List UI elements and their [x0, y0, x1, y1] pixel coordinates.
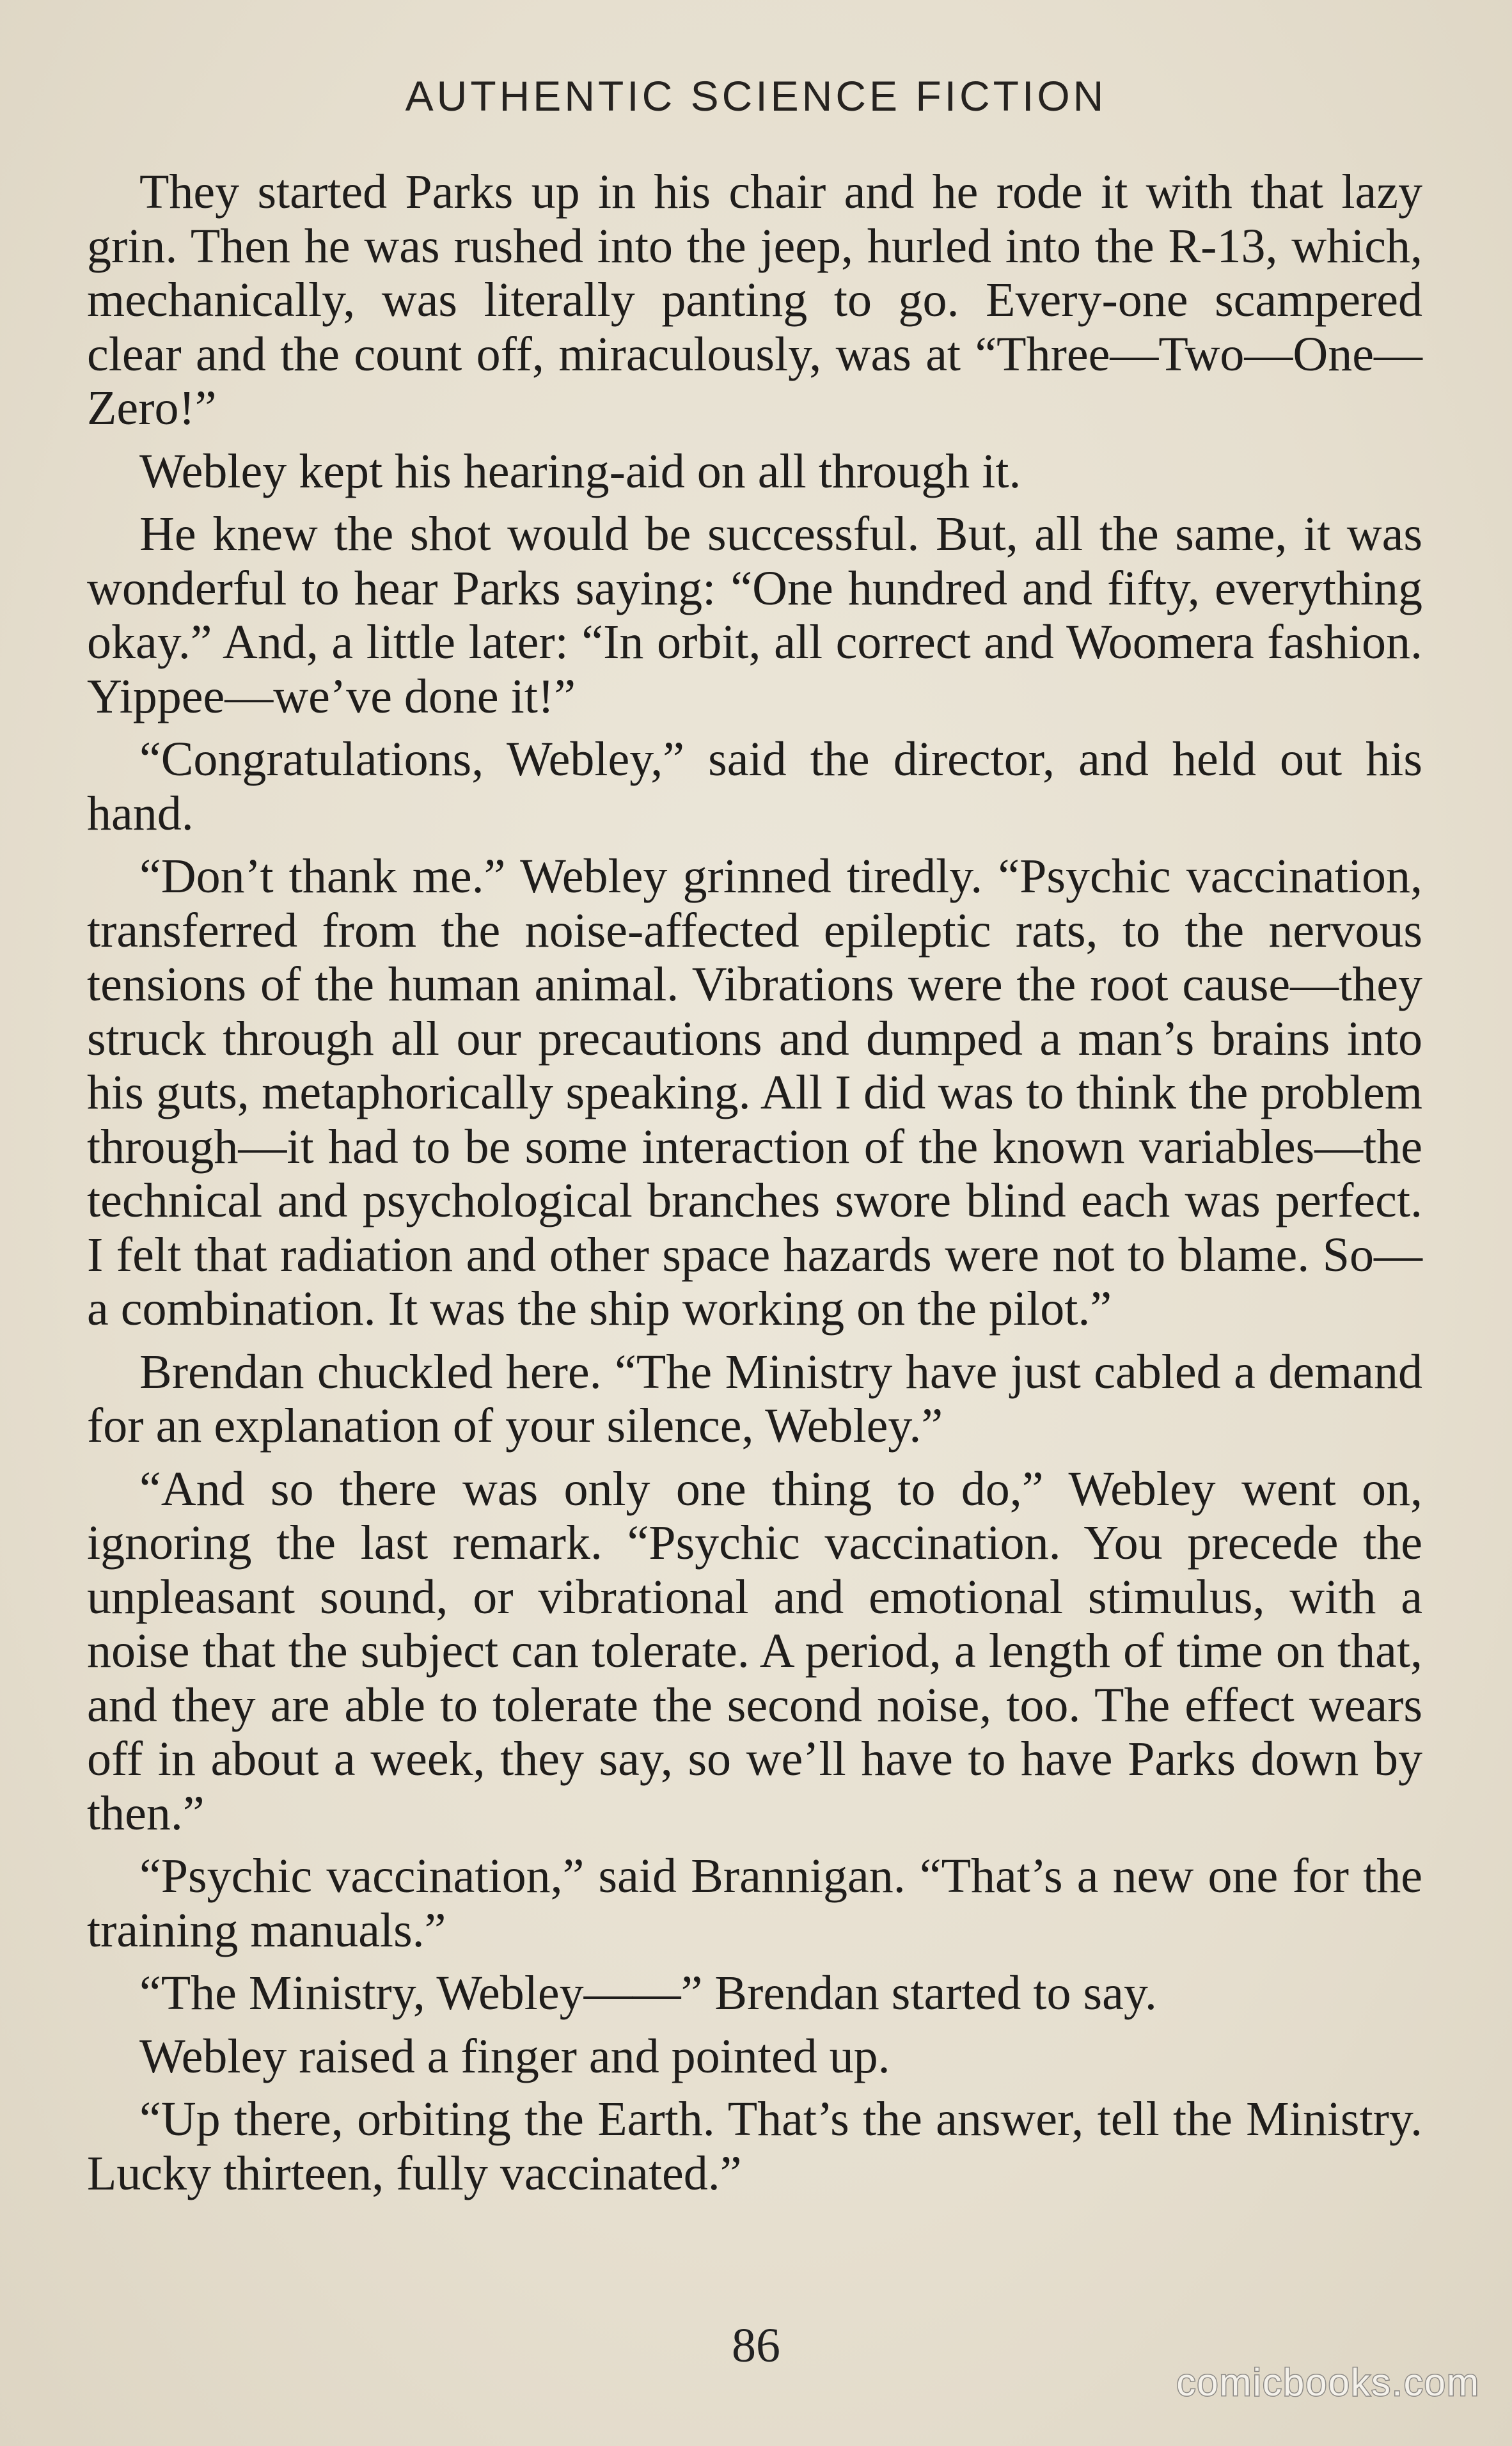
- paragraph: “The Ministry, Webley——” Brendan started to say.: [139, 1966, 1157, 2020]
- paragraph: “Don’t thank me.” Webley grinned tiredly. “Psychic vaccination, transferred from the noise-affected epileptic rats, to the nervous tensions of the human animal. Vibrations were the root cause—they struck through all our precautions and dumped a man’s brains into his guts, metaphorically speaking. All I did was to think the problem through—it had to be some interaction of the known variables—the technical and psychological branches swore blind each was perfect. I felt that radiation and other space hazards were not to blame. So—a combination. It was the ship working on the pilot.”: [87, 849, 1422, 1336]
- paragraph: He knew the shot would be successful. But, all the same, it was wonderful to hear Parks saying: “One hundred and fifty, everything okay.” And, a little later: “In orbit, all correct and Woomera fashion. Yippee—we’ve done it!”: [87, 507, 1422, 723]
- story-text: [87, 165, 1422, 2209]
- paragraph: They started Parks up in his chair and he rode it with that lazy grin. Then he was rushed into the jeep, hurled into the R-13, which, mechanically, was literally panting to go. Every-one scampered clear and the count off, miraculously, was at “Three—Two—One—Zero!”: [87, 165, 1422, 435]
- paragraph: Brendan chuckled here. “The Ministry have just cabled a demand for an explanation of your silence, Webley.”: [87, 1345, 1422, 1453]
- running-head: AUTHENTIC SCIENCE FICTION: [405, 72, 1107, 120]
- paragraph: “Psychic vaccination,” said Brannigan. “That’s a new one for the training manuals.”: [87, 1849, 1422, 1957]
- paragraph: “Congratulations, Webley,” said the director, and held out his hand.: [87, 732, 1422, 840]
- paragraph: “And so there was only one thing to do,” Webley went on, ignoring the last remark. “Psychic vaccination. You precede the unpleasant sound, or vibrational and emotional stimulus, with a noise that the subject can tolerate. A period, a length of time on that, and they are able to tolerate the second noise, too. The effect wears off in about a week, they say, so we’ll have to have Parks down by then.”: [87, 1462, 1422, 1840]
- paragraph: Webley raised a finger and pointed up.: [139, 2029, 890, 2083]
- watermark: comicbooks.com: [1176, 2361, 1480, 2404]
- page-number: 86: [732, 2319, 780, 2372]
- paragraph: Webley kept his hearing-aid on all through it.: [139, 444, 1021, 498]
- paragraph: “Up there, orbiting the Earth. That’s the answer, tell the Ministry. Lucky thirteen, fully vaccinated.”: [87, 2092, 1422, 2200]
